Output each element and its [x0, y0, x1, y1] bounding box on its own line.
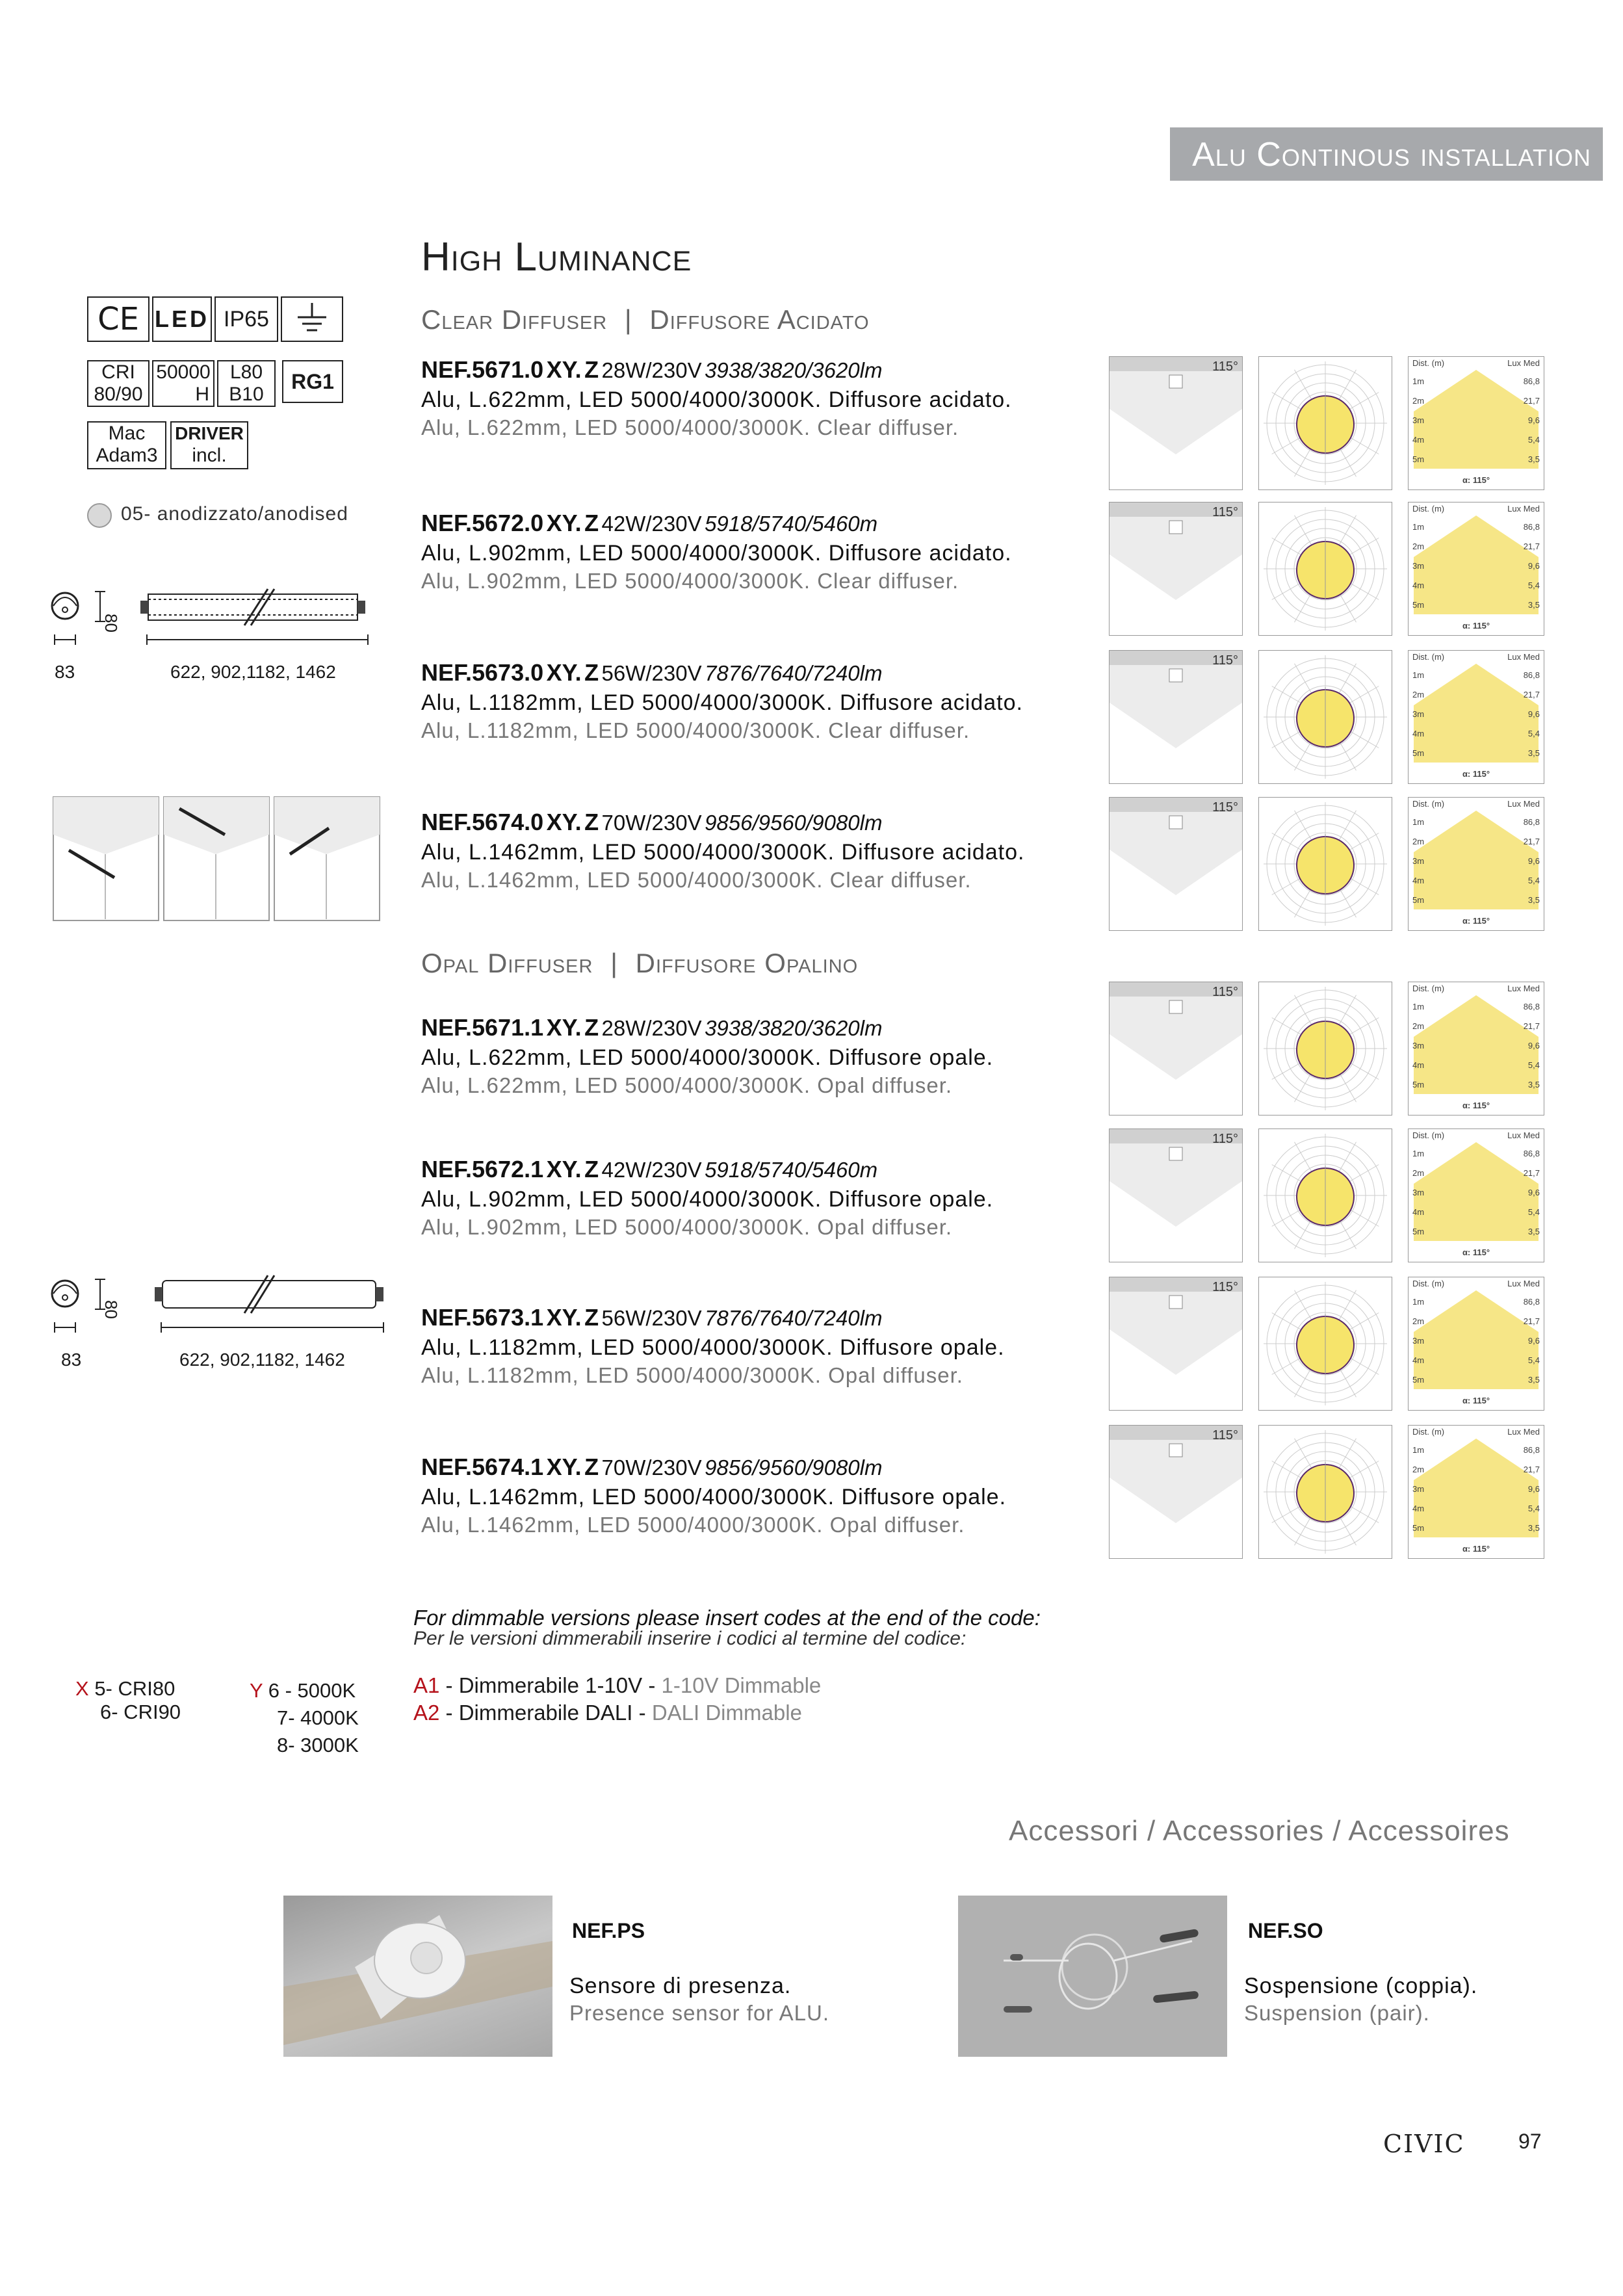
polar-diagram	[1258, 356, 1392, 490]
dash: -	[445, 1701, 453, 1725]
beam-sketch	[1109, 797, 1243, 931]
accessory-desc-en: Suspension (pair).	[1244, 2001, 1430, 2025]
polar-diagram	[1258, 982, 1392, 1115]
product-code: NEF.5671.0	[421, 356, 544, 383]
product-z: Z	[584, 659, 599, 686]
photometric-block	[1109, 797, 1544, 931]
lux-row: 3m 9,6	[1412, 561, 1540, 571]
lux-row: 4m 5,4	[1412, 1355, 1540, 1365]
lux-row: 3m 9,6	[1412, 1336, 1540, 1346]
opal-diffuser-title	[421, 948, 858, 979]
accessories-title: Accessori / Accessories / Accessoires	[1009, 1815, 1510, 1847]
product-desc-it: Alu, L.902mm, LED 5000/4000/3000K. Diffusore acidato.	[421, 541, 1012, 566]
polar-diagram	[1258, 1128, 1392, 1262]
product-lumen: 7876/7640/7240lm	[705, 661, 883, 685]
beam-sketch	[1109, 1277, 1243, 1411]
product-y: Y.	[562, 1014, 582, 1041]
dash: -	[648, 1673, 656, 1697]
y-option-3: 8- 3000K	[277, 1734, 359, 1756]
product-z: Z	[584, 356, 599, 383]
section-title: High Luminance	[421, 235, 692, 280]
beam-sketch	[1109, 982, 1243, 1115]
product-lumen: 5918/5740/5460m	[705, 512, 878, 536]
opal-width-label: 83	[61, 1350, 82, 1370]
product-desc-en: Alu, L.1462mm, LED 5000/4000/3000K. Clear diffuser.	[421, 868, 972, 892]
lux-table	[1408, 650, 1544, 784]
lux-table	[1408, 1425, 1544, 1559]
product-entry	[421, 356, 1012, 440]
finish-swatch	[87, 503, 112, 528]
product-desc-en: Alu, L.622mm, LED 5000/4000/3000K. Clear diffuser.	[421, 415, 959, 439]
x-option-1: 5- CRI80	[94, 1677, 175, 1700]
product-entry	[421, 510, 1012, 594]
beam-sketch	[1109, 650, 1243, 784]
x-options	[75, 1677, 181, 1724]
product-x: X	[546, 1156, 562, 1182]
product-z: Z	[584, 1304, 599, 1331]
opal-height-label: 80	[101, 1300, 121, 1319]
lux-alpha: α: 115°	[1462, 769, 1490, 779]
polar-diagram	[1258, 797, 1392, 931]
product-power: 70W/230V	[601, 1455, 702, 1480]
dimming-option-a2	[413, 1701, 802, 1725]
polar-diagram	[1258, 650, 1392, 784]
lux-row: 1m 86,8	[1412, 1149, 1540, 1158]
lux-table-header: Dist. (m) Lux Med	[1412, 1427, 1540, 1437]
lux-alpha: α: 115°	[1462, 1101, 1490, 1110]
accessory-code: NEF.SO	[1248, 1919, 1323, 1942]
lux-row: 1m 86,8	[1412, 376, 1540, 386]
lux-table-header: Dist. (m) Lux Med	[1412, 1130, 1540, 1140]
product-code: NEF.5672.0	[421, 510, 544, 536]
photometric-block	[1109, 1277, 1544, 1411]
clear-title-it: Diffusore Acidato	[649, 304, 870, 335]
product-z: Z	[584, 510, 599, 536]
lux-alpha: α: 115°	[1462, 916, 1490, 926]
dimming-option-a1	[413, 1673, 821, 1698]
product-y: Y.	[562, 1304, 582, 1331]
dash: -	[638, 1701, 646, 1725]
beam-angle: 115°	[1212, 505, 1238, 519]
product-x: X	[546, 1014, 562, 1041]
lux-row: 1m 86,8	[1412, 670, 1540, 680]
product-entry	[421, 1304, 1005, 1388]
ip65-badge: IP65	[214, 296, 278, 342]
lux-row: 5m 3,5	[1412, 600, 1540, 610]
photometric-block	[1109, 502, 1544, 636]
lifetime-badge: 50000 H	[152, 360, 214, 407]
lux-row: 5m 3,5	[1412, 1375, 1540, 1385]
product-x: X	[546, 356, 562, 383]
lux-table-header: Dist. (m) Lux Med	[1412, 1279, 1540, 1288]
polar-diagram	[1258, 1425, 1392, 1559]
lux-row: 1m 86,8	[1412, 522, 1540, 532]
lux-row: 2m 21,7	[1412, 541, 1540, 551]
product-desc-it: Alu, L.902mm, LED 5000/4000/3000K. Diffusore opale.	[421, 1187, 994, 1212]
lux-row: 5m 3,5	[1412, 1523, 1540, 1533]
product-entry	[421, 659, 1023, 743]
clear-title-en: Clear Diffuser	[421, 304, 608, 335]
lux-alpha: α: 115°	[1462, 1247, 1490, 1257]
lux-table	[1408, 356, 1544, 490]
lux-row: 3m 9,6	[1412, 415, 1540, 425]
lux-row: 2m 21,7	[1412, 837, 1540, 846]
lux-table-header: Dist. (m) Lux Med	[1412, 799, 1540, 809]
title-separator: |	[610, 948, 618, 978]
clear-width-label: 83	[55, 662, 75, 682]
product-power: 28W/230V	[601, 358, 702, 382]
header-band-text: Alu Continous installation	[1192, 136, 1591, 174]
product-entry	[421, 809, 1025, 893]
lux-alpha: α: 115°	[1462, 1544, 1490, 1554]
driver-badge: DRIVER incl.	[170, 421, 248, 469]
product-x: X	[546, 1304, 562, 1331]
lux-alpha: α: 115°	[1462, 621, 1490, 631]
clear-height-label: 80	[101, 614, 121, 633]
lux-row: 4m 5,4	[1412, 581, 1540, 590]
opal-title-it: Diffusore Opalino	[635, 948, 859, 978]
beam-angle: 115°	[1212, 985, 1238, 999]
product-y: Y.	[562, 356, 582, 383]
product-desc-en: Alu, L.622mm, LED 5000/4000/3000K. Opal diffuser.	[421, 1073, 953, 1097]
product-desc-en: Alu, L.1182mm, LED 5000/4000/3000K. Opal diffuser.	[421, 1363, 963, 1387]
product-y: Y.	[562, 1156, 582, 1182]
product-lumen: 9856/9560/9080lm	[705, 1455, 883, 1480]
accessory-desc-it: Sensore di presenza.	[569, 1974, 792, 1998]
dimming-note-en: For dimmable versions please insert codes at the end of the code:	[413, 1606, 1041, 1630]
product-desc-en: Alu, L.902mm, LED 5000/4000/3000K. Opal diffuser.	[421, 1215, 953, 1239]
beam-angle: 115°	[1212, 1132, 1238, 1146]
lux-table	[1408, 502, 1544, 636]
product-code: NEF.5673.1	[421, 1304, 544, 1331]
product-desc-it: Alu, L.622mm, LED 5000/4000/3000K. Diffusore opale.	[421, 1045, 994, 1070]
beam-sketch	[1109, 1128, 1243, 1262]
page-number: 97	[1518, 2130, 1542, 2153]
product-code: NEF.5673.0	[421, 659, 544, 686]
lux-table-header: Dist. (m) Lux Med	[1412, 358, 1540, 368]
lux-row: 1m 86,8	[1412, 817, 1540, 827]
photometric-block	[1109, 356, 1544, 490]
x-option-2: 6- CRI90	[100, 1701, 181, 1723]
lux-row: 2m 21,7	[1412, 690, 1540, 699]
finish-label: 05- anodizzato/anodised	[121, 503, 348, 525]
lux-row: 4m 5,4	[1412, 1060, 1540, 1070]
product-entry	[421, 1014, 993, 1098]
lux-row: 2m 21,7	[1412, 1021, 1540, 1031]
product-z: Z	[584, 1156, 599, 1182]
lux-row: 2m 21,7	[1412, 1316, 1540, 1326]
lux-row: 3m 9,6	[1412, 1188, 1540, 1197]
lux-row: 4m 5,4	[1412, 1504, 1540, 1513]
y-option-2: 7- 4000K	[277, 1706, 359, 1729]
rg1-badge: RG1	[282, 360, 343, 403]
beam-angle: 115°	[1212, 653, 1238, 668]
lux-row: 3m 9,6	[1412, 1484, 1540, 1494]
product-desc-it: Alu, L.622mm, LED 5000/4000/3000K. Diffusore acidato.	[421, 387, 1012, 412]
a1-en: 1-10V Dimmable	[661, 1673, 822, 1697]
product-z: Z	[584, 809, 599, 835]
macadam-badge: Mac Adam3	[87, 421, 166, 469]
polar-diagram	[1258, 1277, 1392, 1411]
lux-row: 4m 5,4	[1412, 876, 1540, 885]
photometric-block	[1109, 1425, 1544, 1559]
y-option-1: 6 - 5000K	[268, 1679, 356, 1702]
beam-angle: 115°	[1212, 1280, 1238, 1294]
lux-row: 5m 3,5	[1412, 1227, 1540, 1236]
product-lumen: 3938/3820/3620lm	[705, 1016, 883, 1040]
product-desc-en: Alu, L.902mm, LED 5000/4000/3000K. Clear diffuser.	[421, 569, 959, 593]
opal-title-en: Opal Diffuser	[421, 948, 593, 978]
product-power: 56W/230V	[601, 1306, 702, 1330]
installation-sketch	[52, 796, 381, 923]
lux-row: 4m 5,4	[1412, 1207, 1540, 1217]
lux-row: 1m 86,8	[1412, 1002, 1540, 1011]
ground-icon	[281, 296, 343, 342]
photometric-block	[1109, 650, 1544, 784]
beam-sketch	[1109, 1425, 1243, 1559]
product-x: X	[546, 510, 562, 536]
product-desc-en: Alu, L.1462mm, LED 5000/4000/3000K. Opal diffuser.	[421, 1513, 965, 1537]
lux-row: 2m 21,7	[1412, 396, 1540, 406]
product-lumen: 3938/3820/3620lm	[705, 358, 883, 382]
lux-row: 1m 86,8	[1412, 1297, 1540, 1307]
title-separator: |	[624, 304, 632, 335]
a2-en: DALI Dimmable	[651, 1701, 802, 1725]
lux-row: 1m 86,8	[1412, 1445, 1540, 1455]
product-power: 42W/230V	[601, 512, 702, 536]
product-code: NEF.5672.1	[421, 1156, 544, 1182]
product-power: 42W/230V	[601, 1158, 702, 1182]
lux-alpha: α: 115°	[1462, 1396, 1490, 1405]
lux-row: 5m 3,5	[1412, 895, 1540, 905]
brand-logo: CIVIC	[1383, 2130, 1465, 2158]
product-lumen: 7876/7640/7240lm	[705, 1306, 883, 1330]
beam-angle: 115°	[1212, 800, 1238, 815]
product-z: Z	[584, 1454, 599, 1480]
lux-table	[1408, 982, 1544, 1115]
lux-table-header: Dist. (m) Lux Med	[1412, 652, 1540, 662]
product-desc-it: Alu, L.1462mm, LED 5000/4000/3000K. Diffusore opale.	[421, 1485, 1007, 1509]
product-entry	[421, 1156, 993, 1240]
lux-row: 2m 21,7	[1412, 1465, 1540, 1474]
photometric-block	[1109, 982, 1544, 1115]
y-label: Y	[250, 1679, 263, 1702]
lux-row: 3m 9,6	[1412, 856, 1540, 866]
product-z: Z	[584, 1014, 599, 1041]
lux-row: 4m 5,4	[1412, 729, 1540, 738]
product-entry	[421, 1454, 1006, 1537]
lux-table-header: Dist. (m) Lux Med	[1412, 504, 1540, 514]
beam-angle: 115°	[1212, 1428, 1238, 1442]
clear-diffuser-title	[421, 304, 870, 335]
product-code: NEF.5674.1	[421, 1454, 544, 1480]
lux-row: 3m 9,6	[1412, 709, 1540, 719]
header-band	[1170, 127, 1603, 181]
product-desc-it: Alu, L.1182mm, LED 5000/4000/3000K. Diffusore acidato.	[421, 690, 1023, 715]
lux-alpha: α: 115°	[1462, 475, 1490, 485]
x-label: X	[75, 1677, 89, 1700]
product-power: 28W/230V	[601, 1016, 702, 1040]
led-badge: LED	[152, 296, 212, 342]
a2-code: A2	[413, 1701, 440, 1725]
lux-row: 2m 21,7	[1412, 1168, 1540, 1178]
lux-row: 5m 3,5	[1412, 1080, 1540, 1089]
cri-badge: CRI 80/90	[87, 360, 149, 407]
photometric-block	[1109, 1128, 1544, 1262]
product-y: Y.	[562, 809, 582, 835]
presence-sensor-photo	[283, 1896, 552, 2057]
product-y: Y.	[562, 1454, 582, 1480]
suspension-photo	[958, 1896, 1227, 2057]
product-lumen: 5918/5740/5460m	[705, 1158, 878, 1182]
dimming-note-it: Per le versioni dimmerabili inserire i codici al termine del codice:	[413, 1628, 967, 1649]
accessory-desc-en: Presence sensor for ALU.	[569, 2001, 830, 2025]
product-desc-it: Alu, L.1462mm, LED 5000/4000/3000K. Diffusore acidato.	[421, 840, 1025, 865]
lux-row: 5m 3,5	[1412, 748, 1540, 758]
a2-it: Dimmerabile DALI	[458, 1701, 633, 1725]
beam-sketch	[1109, 502, 1243, 636]
accessory-code: NEF.PS	[572, 1919, 645, 1942]
product-code: NEF.5674.0	[421, 809, 544, 835]
accessory-desc-it: Sospensione (coppia).	[1244, 1974, 1478, 1998]
ce-mark: CE	[87, 296, 149, 342]
product-power: 70W/230V	[601, 811, 702, 835]
beam-angle: 115°	[1212, 359, 1238, 374]
product-lumen: 9856/9560/9080lm	[705, 811, 883, 835]
y-options	[250, 1677, 359, 1759]
product-x: X	[546, 659, 562, 686]
clear-length-label: 622, 902,1182, 1462	[170, 662, 336, 682]
opal-length-label: 622, 902,1182, 1462	[179, 1350, 345, 1370]
l80-b10-badge: L80 B10	[217, 360, 276, 407]
product-y: Y.	[562, 510, 582, 536]
product-x: X	[546, 809, 562, 835]
product-power: 56W/230V	[601, 661, 702, 685]
product-x: X	[546, 1454, 562, 1480]
lux-table	[1408, 797, 1544, 931]
lux-table	[1408, 1128, 1544, 1262]
product-desc-it: Alu, L.1182mm, LED 5000/4000/3000K. Diffusore opale.	[421, 1335, 1005, 1360]
product-desc-en: Alu, L.1182mm, LED 5000/4000/3000K. Clear diffuser.	[421, 718, 970, 742]
product-code: NEF.5671.1	[421, 1014, 544, 1041]
product-y: Y.	[562, 659, 582, 686]
lux-row: 5m 3,5	[1412, 454, 1540, 464]
dash: -	[445, 1673, 453, 1697]
a1-it: Dimmerabile 1-10V	[458, 1673, 643, 1697]
lux-table	[1408, 1277, 1544, 1411]
lux-table-header: Dist. (m) Lux Med	[1412, 984, 1540, 993]
a1-code: A1	[413, 1673, 440, 1697]
polar-diagram	[1258, 502, 1392, 636]
lux-row: 3m 9,6	[1412, 1041, 1540, 1050]
lux-row: 4m 5,4	[1412, 435, 1540, 445]
beam-sketch	[1109, 356, 1243, 490]
